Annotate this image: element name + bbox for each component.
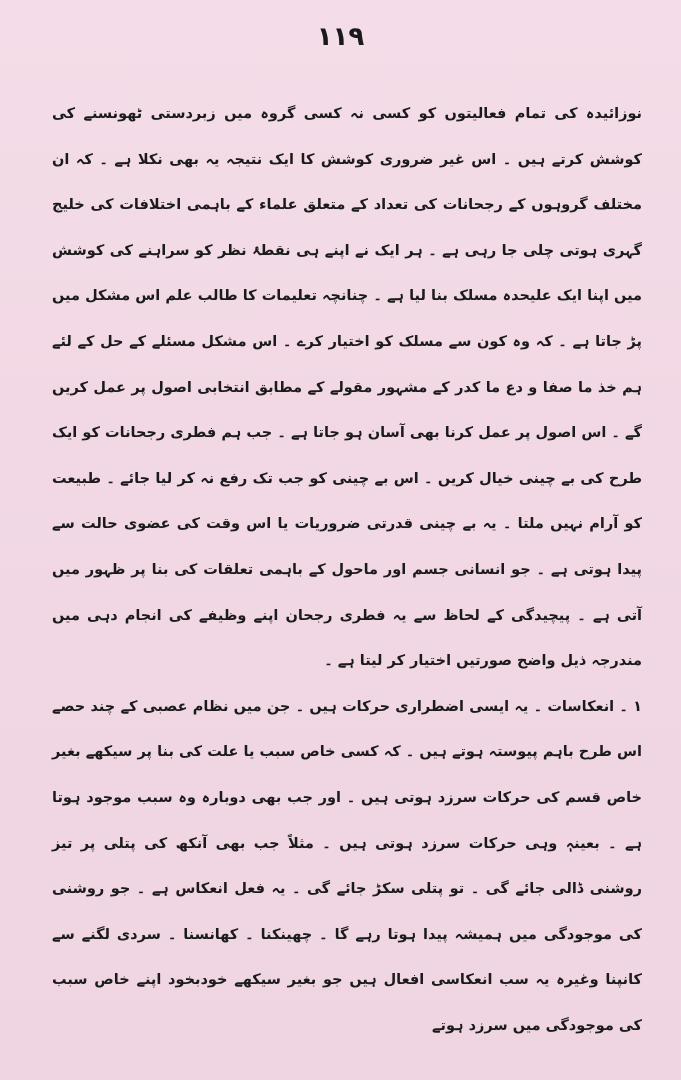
body-text [52, 92, 642, 1049]
page-number: ۱۱۹ [316, 22, 365, 52]
paragraph-intro: نوزائیدہ کی تمام فعالیتوں کو کسی نہ کسی گروہ میں زبردستی ٹھونسنے کی کوشش کرتے ہیں ۔ اس غیر ضروری کوشش کا ایک نتیجہ یہ بھی نکلا ہے ۔ کہ ان مختلف گروہوں کے رجحانات کی تعداد کے متعلق علماء کے باہمی اختلافات کی خلیج گہری ہوتی چلی جا رہی ہے ۔ ہر ایک نے اپنے ہی نقطۂ نظر کو سراہنے کی کوشش میں اپنا ایک علیحدہ مسلک بنا لیا ہے ۔ چنانچہ تعلیمات کا طالب علم اس مشکل میں پڑ جاتا ہے ۔ کہ وہ کون سے مسلک کو اختیار کرے ۔ اس مشکل مسئلے کے حل کے لئے ہم خذ ما صفا و دع ما کدر کے مشہور مقولے کے مطابق انتخابی اصول پر عمل کریں گے ۔ اس اصول پر عمل کرنا بھی آسان ہو جاتا ہے ۔ جب ہم فطری رجحانات کو ایک طرح کی بے چینی خیال کریں ۔ اس بے چینی کو جب تک رفع نہ کر لیا جائے ۔ طبیعت کو آرام نہیں ملتا ۔ یہ بے چینی قدرتی ضروریات یا اس وقت کی عضوی حالت سے پیدا ہوتی ہے ۔ جو انسانی جسم اور ماحول کے باہمی تعلقات کی بنا پر ظہور میں آتی ہے ۔ پیچیدگی کے لحاظ سے یہ فطری رجحان اپنے وظیفے کی انجام دہی میں مندرجہ ذیل واضح صورتیں اختیار کر لیتا ہے ۔ [52, 106, 642, 670]
paragraph-reflexes: ۱ ۔ انعکاسات ۔ یہ ایسی اضطراری حرکات ہیں ۔ جن میں نظام عصبی کے چند حصے اس طرح باہم پیوستہ ہوتے ہیں ۔ کہ کسی خاص سبب یا علت کی بنا پر سیکھے بغیر خاص قسم کی حرکات سرزد ہوتی ہیں ۔ اور جب بھی دوبارہ وہ سبب موجود ہوتا ہے ۔ بعینہٖ وہی حرکات سرزد ہوتی ہیں ۔ مثلاً جب بھی آنکھ کی پتلی پر تیز روشنی ڈالی جائے گی ۔ تو پتلی سکڑ جائے گی ۔ یہ فعل انعکاس ہے ۔ جو روشنی کی موجودگی میں ہمیشہ پیدا ہوتا رہے گا ۔ چھینکنا ۔ کھانسنا ۔ سردی لگنے سے کانپنا وغیرہ یہ سب انعکاسی افعال ہیں جو بغیر سیکھے خودبخود اپنے خاص سبب کی موجودگی میں سرزد ہوتے [52, 698, 642, 1034]
